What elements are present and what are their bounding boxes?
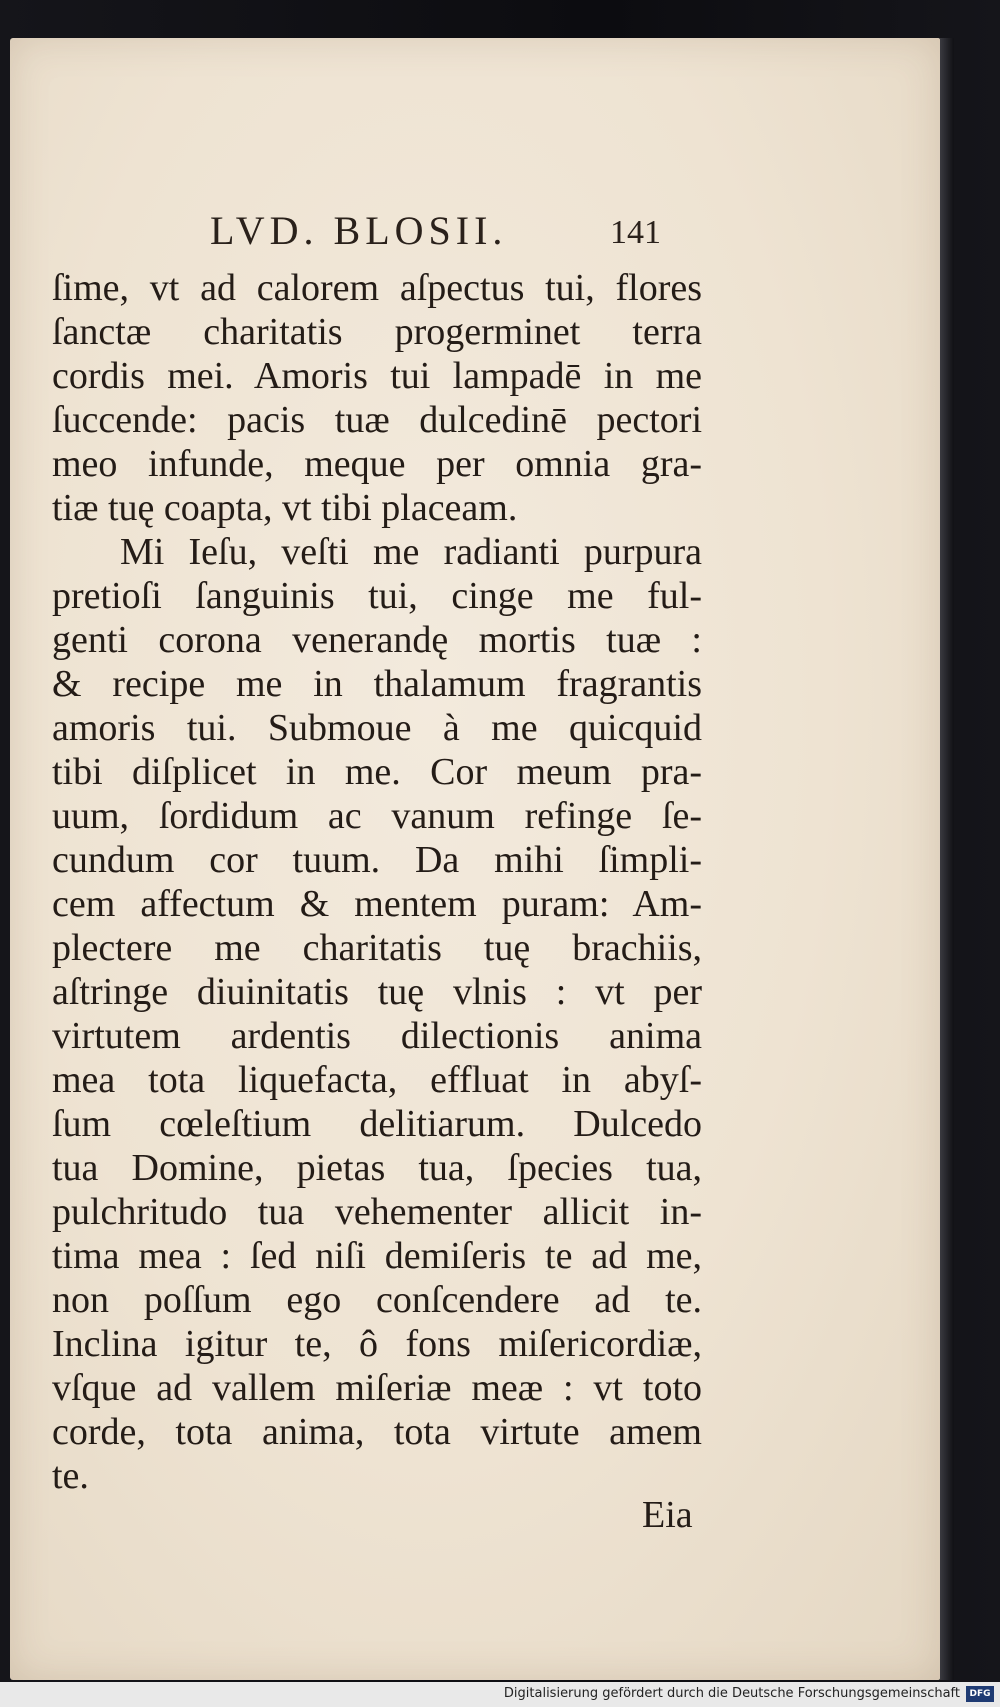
text-line: Mi Ieſu, veſti me radianti purpura <box>120 531 702 573</box>
text-line: ſum cœleſtium delitiarum. Dulcedo <box>52 1103 702 1145</box>
digitization-credit: Digitalisierung gefördert durch die Deutsche Forschungsgemeinschaft <box>503 1686 960 1701</box>
text-line: non poſſum ego conſcendere ad te. <box>52 1279 702 1321</box>
footer-strip <box>0 1682 1000 1707</box>
book-page <box>10 38 940 1680</box>
text-line: tibi diſplicet in me. Cor meum pra- <box>52 751 702 793</box>
body-text <box>52 266 702 1498</box>
text-line: corde, tota anima, tota virtute amem <box>52 1411 702 1453</box>
text-line: aſtringe diuinitatis tuę vlnis : vt per <box>52 971 702 1013</box>
text-line: cem affectum & mentem puram: Am- <box>52 883 702 925</box>
running-head <box>10 206 940 256</box>
text-line: mea tota liquefacta, effluat in abyſ- <box>52 1059 702 1101</box>
text-line: plectere me charitatis tuę brachiis, <box>52 927 702 969</box>
text-line: ſanctæ charitatis progerminet terra <box>52 311 702 353</box>
catchword: Eia <box>642 1494 693 1536</box>
page-number: 141 <box>610 214 661 251</box>
text-line: cordis mei. Amoris tui lampadē in me <box>52 355 702 397</box>
text-line: pulchritudo tua vehementer allicit in- <box>52 1191 702 1233</box>
text-line: vſque ad vallem miſeriæ meæ : vt toto <box>52 1367 702 1409</box>
text-line: tima mea : ſed niſi demiſeris te ad me, <box>52 1235 702 1277</box>
text-line: uum, ſordidum ac vanum refinge ſe- <box>52 795 702 837</box>
text-line: virtutem ardentis dilectionis anima <box>52 1015 702 1057</box>
text-line: & recipe me in thalamum fragrantis <box>52 663 702 705</box>
text-line: amoris tui. Submoue à me quicquid <box>52 707 702 749</box>
text-line: genti corona venerandę mortis tuæ : <box>52 619 702 661</box>
running-title: LVD. BLOSII. <box>210 208 508 253</box>
text-line: meo infunde, meque per omnia gra- <box>52 443 702 485</box>
text-line: ſuccende: pacis tuæ dulcedinē pectori <box>52 399 702 441</box>
dfg-logo: DFG <box>966 1686 994 1702</box>
text-line: te. <box>52 1455 89 1497</box>
text-line: tiæ tuę coapta, vt tibi placeam. <box>52 487 518 529</box>
text-line: pretioſi ſanguinis tui, cinge me ful- <box>52 575 702 617</box>
page-edge <box>940 38 954 1680</box>
text-line: cundum cor tuum. Da mihi ſimpli- <box>52 839 702 881</box>
text-line: Inclina igitur te, ô fons miſericordiæ, <box>52 1323 702 1365</box>
text-line: tua Domine, pietas tua, ſpecies tua, <box>52 1147 702 1189</box>
text-line: ſime, vt ad calorem aſpectus tui, flores <box>52 267 702 309</box>
